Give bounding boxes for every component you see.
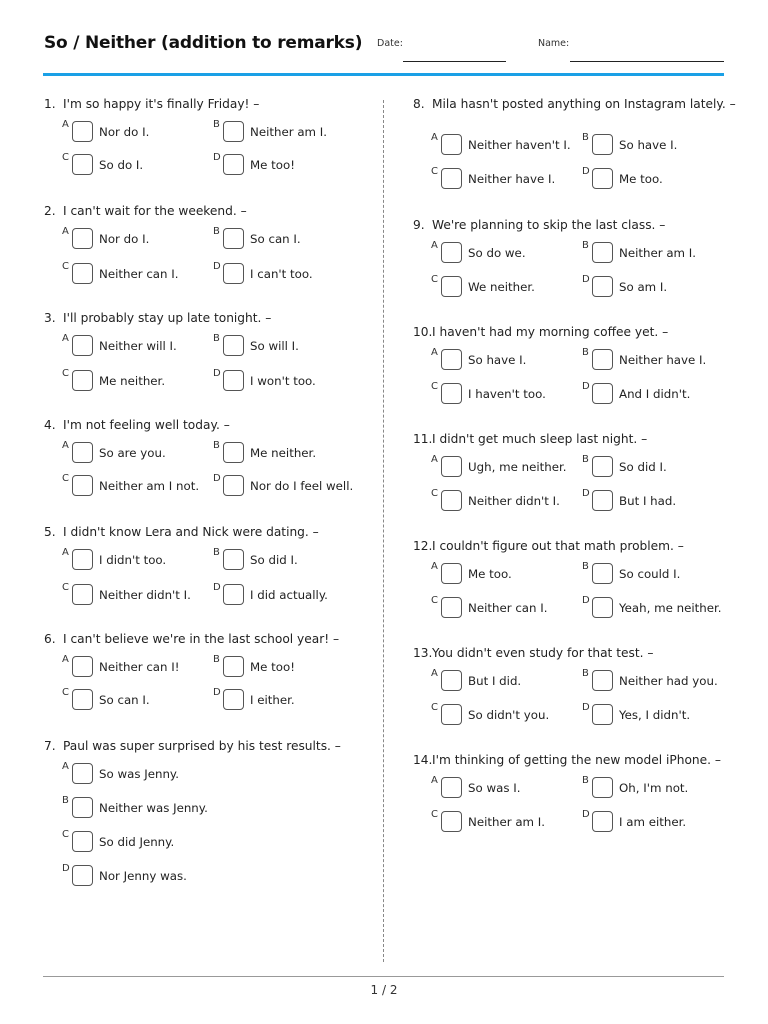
question-number: 8. [413,97,425,111]
question-text [44,418,230,432]
answer-checkbox[interactable] [592,168,613,189]
option-text: Neither am I. [468,815,546,829]
answer-checkbox[interactable] [72,263,93,284]
option-letter: C [431,809,438,820]
option-text: I am either. [619,815,687,829]
option-letter: A [62,119,69,130]
option-text: Yeah, me neither. [619,601,722,615]
question-prompt: Mila hasn't posted anything on Instagram lately. – [432,97,736,111]
answer-option-c[interactable] [62,831,212,853]
answer-option-d[interactable] [582,168,732,190]
answer-option-b[interactable] [213,335,363,357]
option-text: Neither didn't I. [468,494,560,508]
option-letter: A [431,775,438,786]
option-text: Nor do I. [99,232,150,246]
answer-checkbox[interactable] [441,777,462,798]
answer-checkbox[interactable] [441,456,462,477]
question-prompt: I'll probably stay up late tonight. – [63,311,272,325]
answer-checkbox[interactable] [592,811,613,832]
option-text: So was I. [468,781,521,795]
answer-option-a[interactable] [62,442,212,464]
option-letter: B [582,132,589,143]
question-prompt: I didn't know Lera and Nick were dating. – [63,525,319,539]
answer-option-d[interactable] [213,475,363,497]
option-letter: B [582,668,589,679]
answer-checkbox[interactable] [72,584,93,605]
option-text: So did I. [250,553,298,567]
footer-divider [43,976,724,977]
date-label: Date: [377,38,403,49]
option-text: So will I. [250,339,299,353]
option-letter: D [582,809,590,820]
option-letter: C [431,595,438,606]
answer-option-d[interactable] [582,490,732,512]
answer-option-c[interactable] [62,154,212,176]
answer-checkbox[interactable] [223,584,244,605]
answer-option-b[interactable] [582,670,732,692]
answer-option-c[interactable] [62,475,212,497]
answer-option-c[interactable] [62,370,212,392]
option-letter: D [582,595,590,606]
option-text: I didn't too. [99,553,167,567]
answer-option-b[interactable] [213,228,363,250]
option-text: So do I. [99,158,144,172]
answer-option-d[interactable] [213,584,363,606]
option-letter: B [62,795,69,806]
option-letter: D [213,582,221,593]
question-text [44,525,319,539]
answer-option-c[interactable] [431,597,581,619]
question-prompt: I can't believe we're in the last school year! – [63,632,340,646]
option-letter: A [62,654,69,665]
answer-checkbox[interactable] [72,549,93,570]
answer-checkbox[interactable] [592,704,613,725]
option-letter: C [62,687,69,698]
answer-checkbox[interactable] [592,597,613,618]
option-text: Me too! [250,158,295,172]
question-text [413,325,668,339]
option-text: We neither. [468,280,535,294]
option-letter: B [213,333,220,344]
answer-option-a[interactable] [431,456,581,478]
option-text: I did actually. [250,588,328,602]
answer-option-b[interactable] [582,242,732,264]
option-letter: A [431,132,438,143]
option-letter: D [213,152,221,163]
answer-checkbox[interactable] [72,121,93,142]
answer-option-b[interactable] [582,456,732,478]
option-letter: C [431,381,438,392]
answer-checkbox[interactable] [223,335,244,356]
answer-checkbox[interactable] [223,228,244,249]
option-text: Neither didn't I. [99,588,191,602]
answer-option-d[interactable] [213,263,363,285]
answer-option-a[interactable] [62,335,212,357]
question-text [44,204,247,218]
answer-option-a[interactable] [431,563,581,585]
answer-option-b[interactable] [582,349,732,371]
answer-checkbox[interactable] [441,597,462,618]
answer-option-b[interactable] [62,797,212,819]
question-text [413,753,721,767]
answer-option-d[interactable] [213,154,363,176]
question-number: 14. [413,753,433,767]
answer-checkbox[interactable] [72,763,93,784]
option-text: I haven't too. [468,387,546,401]
answer-option-a[interactable] [431,670,581,692]
option-text: Me too. [468,567,512,581]
page-number: 1 / 2 [370,983,398,997]
question-text [413,646,653,660]
answer-checkbox[interactable] [223,442,244,463]
answer-option-c[interactable] [431,704,581,726]
question-prompt: I couldn't figure out that math problem. – [432,539,684,553]
answer-checkbox[interactable] [223,475,244,496]
option-text: Me neither. [99,374,166,388]
answer-checkbox[interactable] [441,134,462,155]
option-letter: D [62,863,70,874]
question-number: 13. [413,646,433,660]
option-letter: B [213,440,220,451]
question-text [44,311,271,325]
option-text: I won't too. [250,374,316,388]
answer-option-d[interactable] [213,689,363,711]
answer-checkbox[interactable] [72,228,93,249]
option-text: So could I. [619,567,681,581]
option-letter: B [582,775,589,786]
option-text: Neither am I. [619,246,697,260]
question-number: 7. [44,739,56,753]
answer-option-c[interactable] [431,383,581,405]
answer-option-c[interactable] [431,811,581,833]
option-letter: D [582,381,590,392]
answer-checkbox[interactable] [72,442,93,463]
answer-checkbox[interactable] [592,134,613,155]
answer-checkbox[interactable] [592,242,613,263]
option-text: Me too! [250,660,295,674]
option-letter: D [213,261,221,272]
option-text: Yes, I didn't. [619,708,691,722]
answer-option-d[interactable] [213,370,363,392]
answer-option-b[interactable] [213,549,363,571]
answer-option-a[interactable] [62,121,212,143]
question-text [44,632,339,646]
name-label: Name: [538,38,570,49]
option-letter: D [582,274,590,285]
answer-option-b[interactable] [213,121,363,143]
answer-checkbox[interactable] [72,689,93,710]
answer-checkbox[interactable] [441,670,462,691]
option-letter: A [62,440,69,451]
question-number: 3. [44,311,56,325]
option-letter: B [582,240,589,251]
answer-checkbox[interactable] [223,689,244,710]
answer-option-b[interactable] [582,777,732,799]
answer-option-d[interactable] [582,811,732,833]
question-number: 6. [44,632,56,646]
answer-checkbox[interactable] [72,797,93,818]
question-number: 11. [413,432,433,446]
option-letter: D [213,473,221,484]
answer-option-c[interactable] [431,168,581,190]
answer-checkbox[interactable] [441,704,462,725]
option-text: Neither had you. [619,674,718,688]
option-letter: A [62,761,69,772]
option-letter: B [582,454,589,465]
option-text: Neither will I. [99,339,177,353]
option-letter: D [582,702,590,713]
option-text: Neither was Jenny. [99,801,208,815]
answer-option-c[interactable] [62,689,212,711]
option-text: So can I. [250,232,301,246]
answer-option-a[interactable] [62,656,212,678]
question-prompt: I'm thinking of getting the new model iPhone. – [432,753,721,767]
question-number: 2. [44,204,56,218]
option-letter: C [431,702,438,713]
option-text: Me too. [619,172,663,186]
option-letter: C [62,152,69,163]
option-letter: C [431,166,438,177]
question-number: 4. [44,418,56,432]
question-text [413,97,736,111]
answer-option-d[interactable] [582,383,732,405]
answer-checkbox[interactable] [72,656,93,677]
option-text: So didn't you. [468,708,550,722]
option-text: Ugh, me neither. [468,460,567,474]
question-prompt: You didn't even study for that test. – [432,646,654,660]
answer-option-a[interactable] [62,228,212,250]
option-text: So do we. [468,246,526,260]
answer-checkbox[interactable] [592,383,613,404]
answer-option-d[interactable] [582,597,732,619]
option-letter: A [62,226,69,237]
option-text: So am I. [619,280,668,294]
answer-checkbox[interactable] [592,777,613,798]
answer-option-c[interactable] [62,584,212,606]
answer-checkbox[interactable] [223,549,244,570]
option-text: So have I. [619,138,678,152]
answer-option-a[interactable] [431,777,581,799]
option-text: Nor Jenny was. [99,869,187,883]
answer-checkbox[interactable] [441,490,462,511]
option-letter: D [213,368,221,379]
answer-checkbox[interactable] [72,831,93,852]
date-field-line[interactable] [403,61,506,62]
page-title: So / Neither (addition to remarks) [44,33,363,53]
answer-checkbox[interactable] [592,563,613,584]
option-text: Nor do I. [99,125,150,139]
question-prompt: We're planning to skip the last class. – [432,218,666,232]
answer-option-b[interactable] [582,134,732,156]
question-text [44,97,259,111]
answer-option-d[interactable] [582,276,732,298]
option-letter: C [431,274,438,285]
option-text: Neither have I. [619,353,707,367]
answer-option-a[interactable] [62,549,212,571]
option-text: Neither can I! [99,660,180,674]
answer-checkbox[interactable] [441,349,462,370]
answer-checkbox[interactable] [592,670,613,691]
question-prompt: I'm so happy it's finally Friday! – [63,97,260,111]
option-letter: A [431,668,438,679]
header-divider [43,73,724,76]
question-prompt: I'm not feeling well today. – [63,418,230,432]
question-text [413,539,684,553]
option-letter: B [213,654,220,665]
option-text: But I did. [468,674,522,688]
option-text: So can I. [99,693,150,707]
question-text [413,218,665,232]
answer-option-a[interactable] [62,763,212,785]
worksheet-header [0,0,768,80]
option-text: So are you. [99,446,166,460]
option-letter: B [582,347,589,358]
column-divider [383,100,384,962]
answer-checkbox[interactable] [592,276,613,297]
option-letter: A [431,454,438,465]
answer-checkbox[interactable] [441,563,462,584]
answer-checkbox[interactable] [72,154,93,175]
option-letter: C [431,488,438,499]
option-text: Oh, I'm not. [619,781,689,795]
option-text: Neither can I. [468,601,548,615]
option-text: Neither can I. [99,267,179,281]
question-prompt: I didn't get much sleep last night. – [432,432,648,446]
option-letter: A [62,333,69,344]
question-prompt: I can't wait for the weekend. – [63,204,247,218]
answer-checkbox[interactable] [441,383,462,404]
option-letter: C [62,829,69,840]
option-letter: C [62,368,69,379]
option-letter: B [213,226,220,237]
answer-checkbox[interactable] [223,656,244,677]
answer-checkbox[interactable] [223,370,244,391]
option-letter: D [582,166,590,177]
answer-checkbox[interactable] [441,811,462,832]
option-text: But I had. [619,494,677,508]
option-letter: B [213,119,220,130]
option-text: Neither am I not. [99,479,200,493]
answer-checkbox[interactable] [72,370,93,391]
answer-checkbox[interactable] [72,335,93,356]
option-letter: A [431,561,438,572]
answer-checkbox[interactable] [592,456,613,477]
question-prompt: I haven't had my morning coffee yet. – [432,325,669,339]
answer-option-a[interactable] [431,134,581,156]
answer-option-c[interactable] [62,263,212,285]
option-text: So did Jenny. [99,835,175,849]
option-text: So was Jenny. [99,767,179,781]
option-letter: C [62,473,69,484]
option-text: Me neither. [250,446,317,460]
option-text: And I didn't. [619,387,691,401]
answer-option-d[interactable] [582,704,732,726]
option-text: Nor do I feel well. [250,479,354,493]
option-text: Neither haven't I. [468,138,571,152]
option-letter: C [62,582,69,593]
answer-checkbox[interactable] [223,263,244,284]
answer-option-b[interactable] [213,656,363,678]
question-number: 9. [413,218,425,232]
option-letter: A [62,547,69,558]
option-text: So did I. [619,460,667,474]
answer-checkbox[interactable] [441,242,462,263]
option-letter: B [213,547,220,558]
question-prompt: Paul was super surprised by his test results. – [63,739,341,753]
option-text: I either. [250,693,295,707]
answer-checkbox[interactable] [72,475,93,496]
answer-checkbox[interactable] [441,276,462,297]
answer-option-a[interactable] [431,349,581,371]
name-field-line[interactable] [570,61,724,62]
answer-checkbox[interactable] [441,168,462,189]
answer-checkbox[interactable] [592,349,613,370]
option-text: Neither am I. [250,125,328,139]
option-text: I can't too. [250,267,313,281]
option-letter: A [431,347,438,358]
question-number: 10. [413,325,433,339]
answer-checkbox[interactable] [223,154,244,175]
option-letter: C [62,261,69,272]
option-text: So have I. [468,353,527,367]
question-number: 12. [413,539,433,553]
option-letter: A [431,240,438,251]
answer-option-a[interactable] [431,242,581,264]
question-number: 5. [44,525,56,539]
option-letter: B [582,561,589,572]
answer-option-c[interactable] [431,490,581,512]
option-text: Neither have I. [468,172,556,186]
answer-checkbox[interactable] [223,121,244,142]
option-letter: D [213,687,221,698]
answer-checkbox[interactable] [72,865,93,886]
answer-option-c[interactable] [431,276,581,298]
answer-option-b[interactable] [213,442,363,464]
question-number: 1. [44,97,56,111]
answer-option-b[interactable] [582,563,732,585]
answer-option-d[interactable] [62,865,212,887]
answer-checkbox[interactable] [592,490,613,511]
question-text [44,739,341,753]
question-text [413,432,647,446]
option-letter: D [582,488,590,499]
